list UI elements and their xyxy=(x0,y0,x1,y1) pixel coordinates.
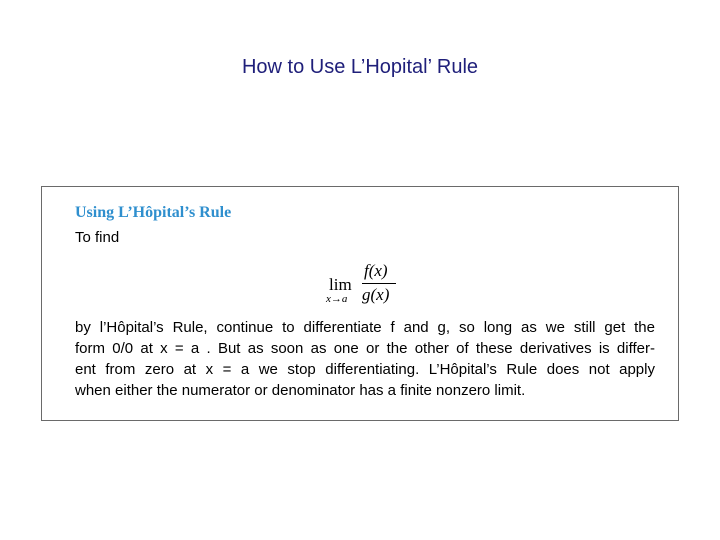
intro-text: To find xyxy=(75,229,120,246)
explanation-line: ent from zero at x = a we stop differentiating. L’Hôpital’s Rule does not apply xyxy=(75,361,655,378)
fraction-numerator: f(x) xyxy=(364,261,388,280)
fraction-bar xyxy=(362,283,396,284)
explanation-line: form 0/0 at x = a . But as soon as one or the other of these derivatives is differ- xyxy=(75,340,655,357)
limit-subscript: x→a xyxy=(326,293,348,305)
fraction-denominator: g(x) xyxy=(362,285,390,304)
explanation-line: when either the numerator or denominator has a finite nonzero limit. xyxy=(75,382,526,399)
limit-operator: lim xyxy=(329,275,352,294)
rule-box xyxy=(41,186,679,421)
slide-title: How to Use L’Hopital’ Rule xyxy=(241,56,479,78)
explanation-line: by l’Hôpital’s Rule, continue to differentiate f and g, so long as we still get the xyxy=(75,319,655,336)
rule-explanation xyxy=(75,317,655,401)
box-heading: Using L’Hôpital’s Rule xyxy=(75,204,232,221)
